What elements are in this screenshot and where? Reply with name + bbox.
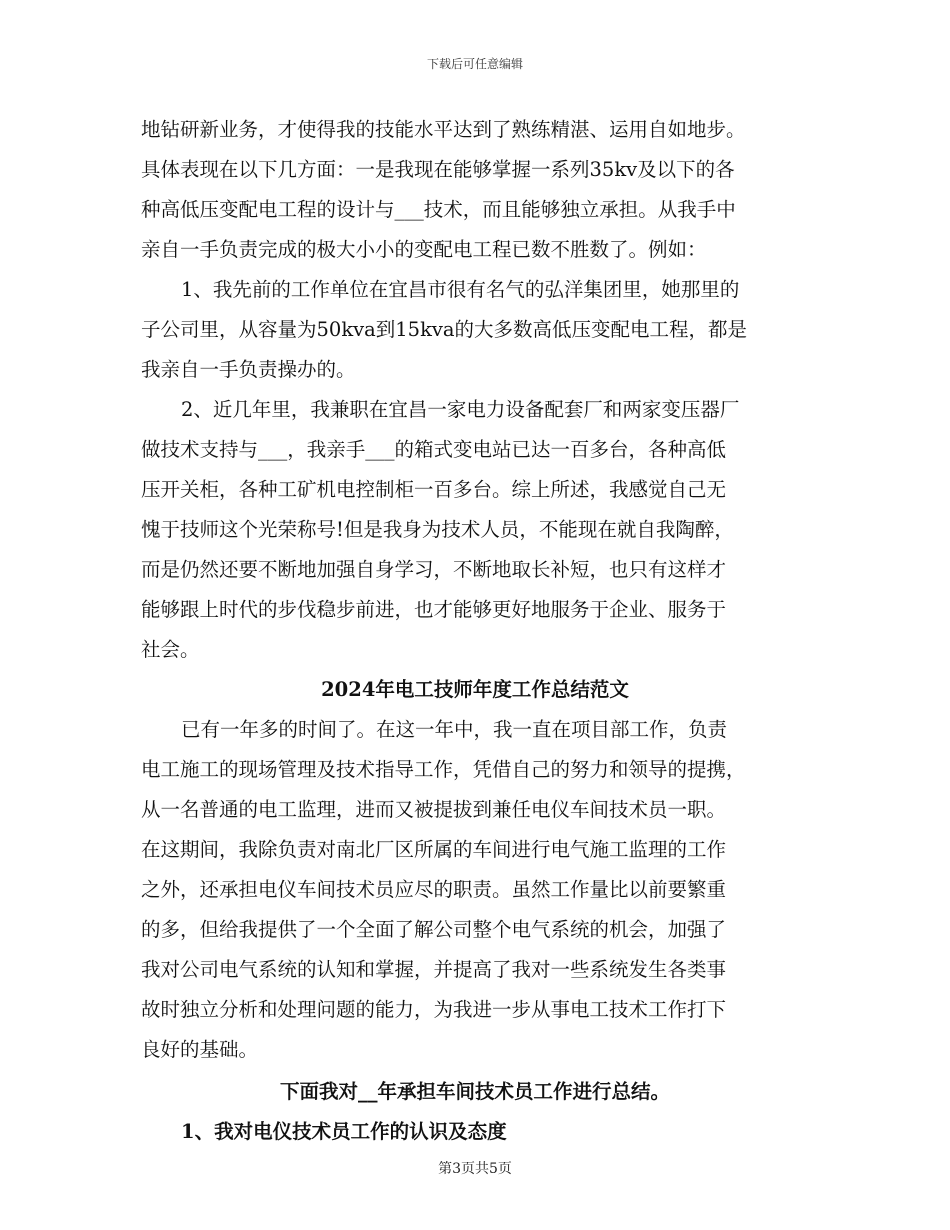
body-line: 良好的基础。 [141,1038,259,1061]
body-line: 具体表现在以下几方面：一是我现在能够掌握一系列35kv及以下的各 [141,158,735,181]
body-line: 之外，还承担电仪车间技术员应尽的职责。虽然工作量比以前要繁重 [141,878,727,901]
body-line: 亲自一手负责完成的极大小小的变配电工程已数不胜数了。例如： [141,238,707,261]
body-line: 压开关柜，各种工矿机电控制柜一百多台。综上所述，我感觉自己无 [141,478,727,501]
page-number: 第3页共5页 [438,1161,512,1177]
body-line: 种高低压变配电工程的设计与___技术，而且能够独立承担。从我手中 [141,198,736,221]
page-header: 下载后可任意编辑 [426,57,523,71]
body-line: 社会。 [141,638,200,661]
numbered-heading: 1、我对电仪技术员工作的认识及态度 [181,1120,507,1143]
body-line: 的多，但给我提供了一个全面了解公司整个电气系统的机会，加强了 [141,918,727,941]
body-line: 电工施工的现场管理及技术指导工作，凭借自己的努力和领导的提携， [141,758,746,781]
body-line: 在这期间，我除负责对南北厂区所属的车间进行电气施工监理的工作 [141,838,727,861]
body-line: 做技术支持与___，我亲手___的箱式变电站已达一百多台，各种高低 [141,438,727,461]
body-line: 我对公司电气系统的认知和掌握，并提高了我对一些系统发生各类事 [141,958,727,981]
body-line: 已有一年多的时间了。在这一年中，我一直在项目部工作，负责 [181,718,728,741]
body-line: 能够跟上时代的步伐稳步前进，也才能够更好地服务于企业、服务于 [141,598,727,621]
body-line: 故时独立分析和处理问题的能力，为我进一步从事电工技术工作打下 [141,998,727,1021]
body-line: 1、我先前的工作单位在宜昌市很有名气的弘洋集团里，她那里的 [181,278,740,301]
body-line: 2、近几年里，我兼职在宜昌一家电力设备配套厂和两家变压器厂 [181,398,740,421]
section-title: 2024年电工技师年度工作总结范文 [321,678,629,701]
body-line: 而是仍然还要不断地加强自身学习，不断地取长补短，也只有这样才 [141,558,727,581]
body-line: 子公司里，从容量为50kva到15kva的大多数高低压变配电工程，都是 [141,318,748,341]
body-line: 愧于技师这个光荣称号!但是我身为技术人员，不能现在就自我陶醉， [141,518,734,541]
body-line: 地钻研新业务，才使得我的技能水平达到了熟练精湛、运用自如地步。 [141,118,746,141]
body-line: 从一名普通的电工监理，进而又被提拔到兼任电仪车间技术员一职。 [141,798,727,821]
summary-heading: 下面我对__年承担车间技术员工作进行总结。 [279,1080,670,1103]
body-line: 我亲自一手负责操办的。 [141,358,356,381]
document-body [141,110,809,1152]
